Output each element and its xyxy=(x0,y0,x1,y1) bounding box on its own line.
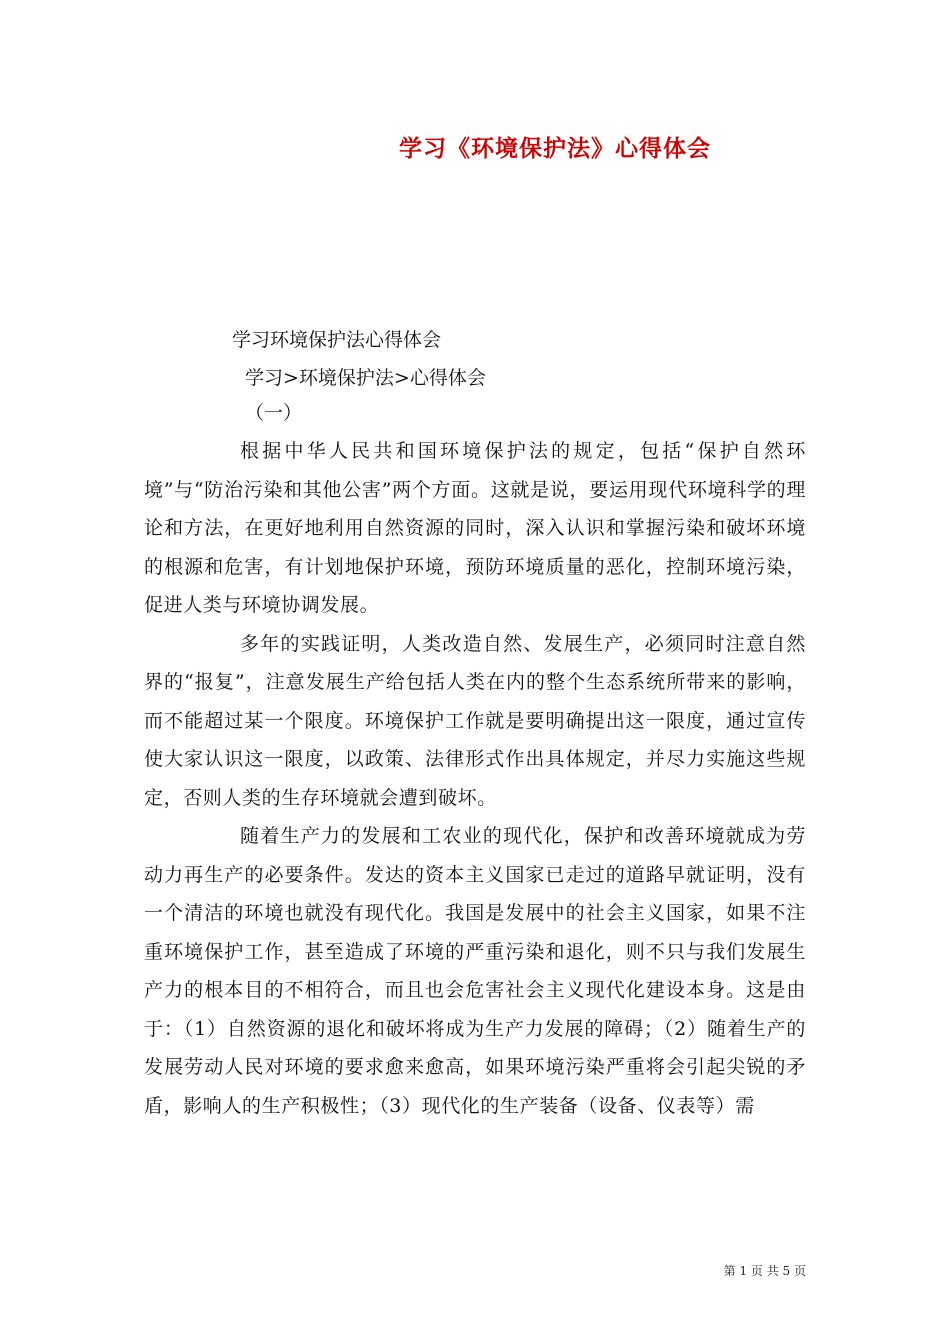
section-number: （一） xyxy=(245,402,303,424)
paragraph: 多年的实践证明，人类改造自然、发展生产，必须同时注意自然界的“报复”，注意发展生产给包括人类在内的整个生态系统所带来的影响，而不能超过某一个限度。环境保护工作就是要明确提出这一限度，通过宣传使大家认识这一限度，以政策、法律形式作出具体规定，并尽力实施这些规定，否则人类的生存环境就会遭到破坏。 xyxy=(144,632,806,809)
paragraph: 根据中华人民共和国环境保护法的规定，包括“保护自然环境”与“防治污染和其他公害”两个方面。这就是说，要运用现代环境科学的理论和方法，在更好地利用自然资源的同时，深入认识和掌握污染和破坏环境的根源和危害，有计划地保护环境，预防环境质量的恶化，控制环境污染，促进人类与环境协调发展。 xyxy=(144,440,806,616)
page-footer: 第 1 页 共 5 页 xyxy=(723,1264,806,1278)
paragraph: 随着生产力的发展和工农业的现代化，保护和改善环境就成为劳动力再生产的必要条件。发达的资本主义国家已走过的道路早就证明，没有一个清洁的环境也就没有现代化。我国是发展中的社会主义国家，如果不注重环境保护工作，甚至造成了环境的严重污染和退化，则不只与我们发展生产力的根本目的不相符合，而且也会危害社会主义现代化建设本身。这是由于：（1）自然资源的退化和破坏将成为生产力发展的障碍；（2）随着生产的发展劳动人民对环境的要求愈来愈高，如果环境污染严重将会引起尖锐的矛盾，影响人的生产积极性；（3）现代化的生产装备（设备、仪表等）需 xyxy=(144,825,806,1117)
body-text xyxy=(144,432,806,1125)
document-title: 学习《环境保护法》心得体会 xyxy=(399,136,711,162)
subtitle-heading: 学习环境保护法心得体会 xyxy=(232,329,442,351)
breadcrumb-heading: 学习>环境保护法>心得体会 xyxy=(245,367,486,389)
